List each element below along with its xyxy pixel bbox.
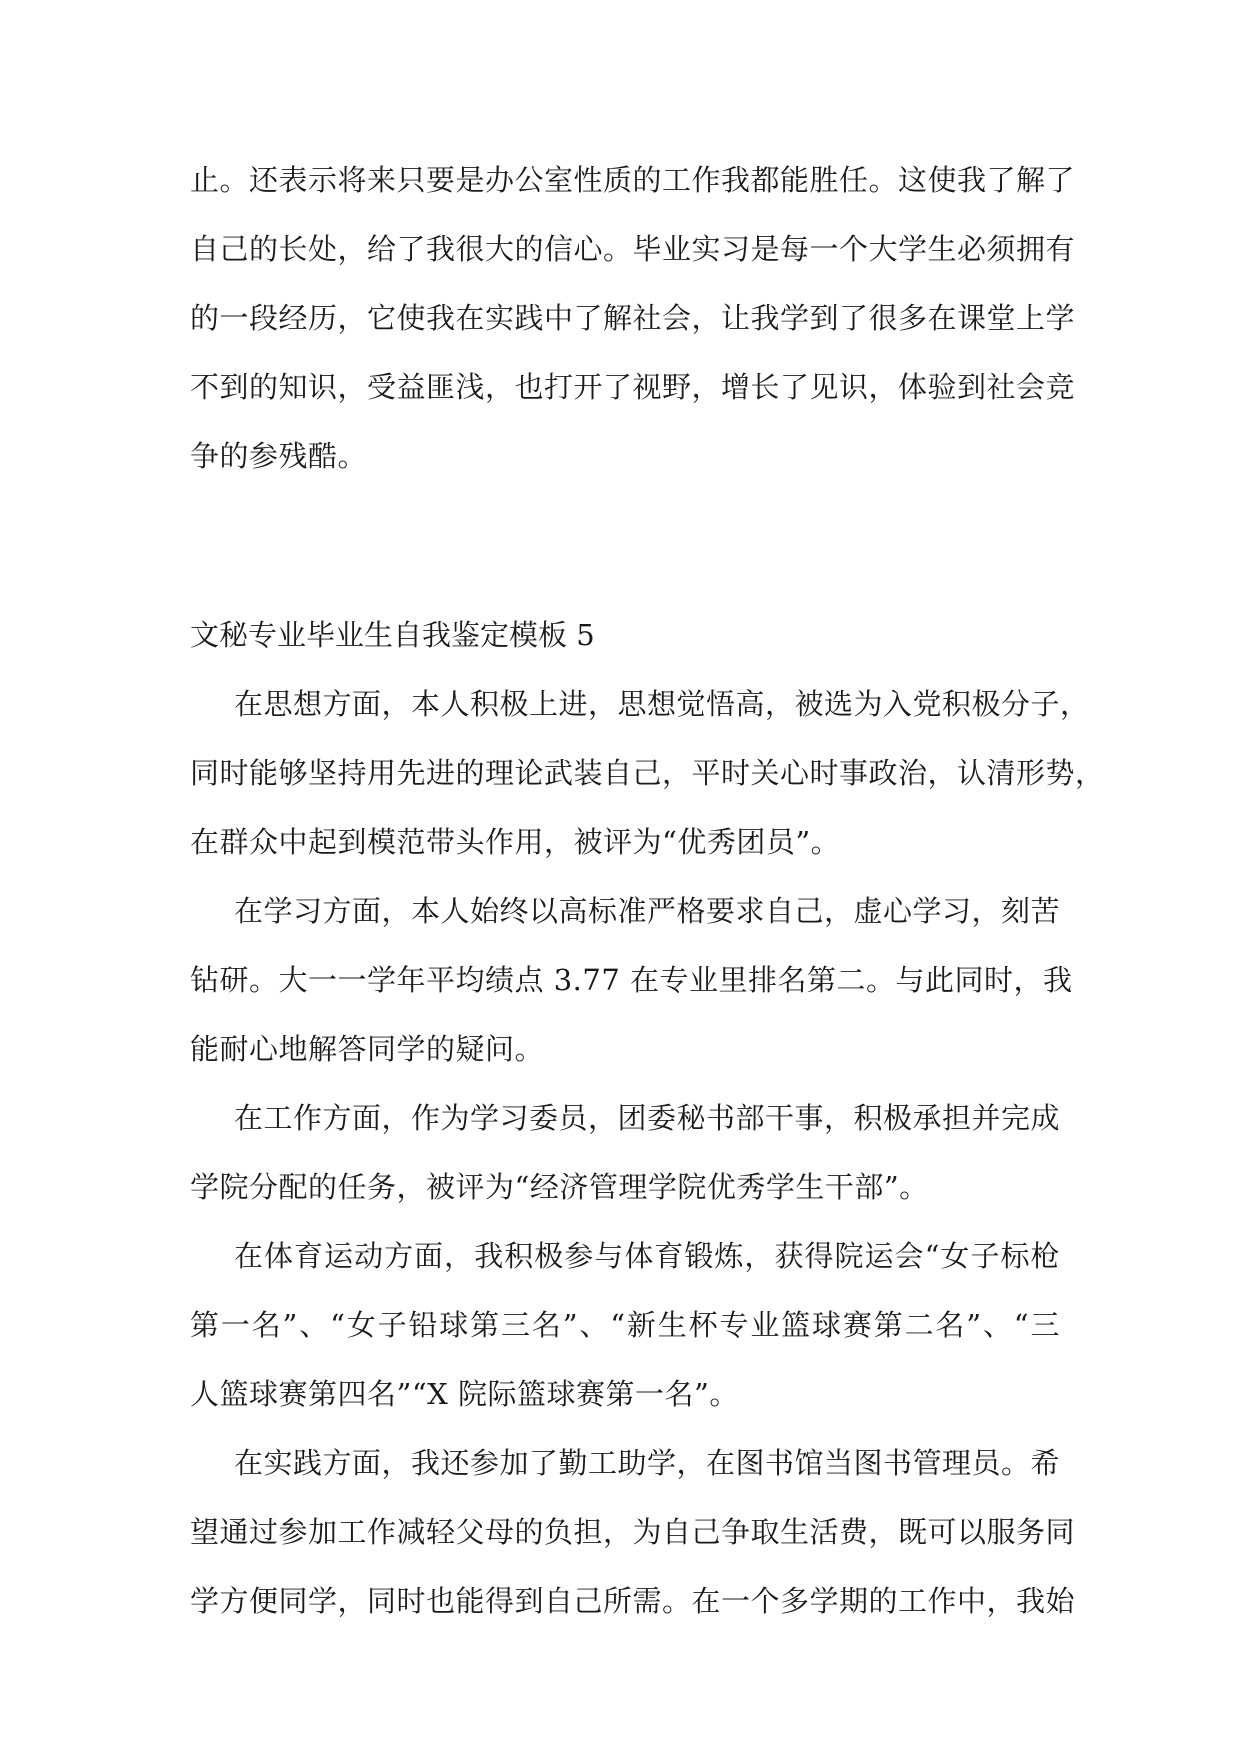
paragraph-study	[190, 877, 1073, 1084]
section-5	[190, 601, 1060, 670]
text-line: 的一段经历，它使我在实践中了解社会，让我学到了很多在课堂上学	[190, 301, 1076, 335]
text-line: 在学习方面，本人始终以高标准严格要求自己，虚心学习，刻苦	[234, 894, 1061, 928]
text-line: 在思想方面，本人积极上进，思想觉悟高，被选为入党积极分子，	[234, 687, 1090, 721]
text-line: 不到的知识，受益匪浅，也打开了视野，增长了见识，体验到社会竞	[190, 370, 1076, 404]
text-line: 钻研。大一一学年平均绩点 3.77 在专业里排名第二。与此同时，我	[190, 963, 1073, 997]
text-line: 人篮球赛第四名”“X 院际篮球赛第一名”。	[190, 1377, 739, 1411]
text-line: 在体育运动方面，我积极参与体育锻炼，获得院运会“女子标枪	[234, 1239, 1060, 1273]
text-line: 能耐心地解答同学的疑问。	[190, 1032, 545, 1066]
prev-section-text	[190, 146, 1076, 491]
text-line: 学方便同学，同时也能得到自己所需。在一个多学期的工作中，我始	[190, 1584, 1076, 1618]
paragraph-sports	[190, 1222, 1060, 1429]
text-line: 止。还表示将来只要是办公室性质的工作我都能胜任。这使我了解了	[190, 163, 1076, 197]
paragraph-work	[190, 1084, 1060, 1222]
text-line: 望通过参加工作减轻父母的负担，为自己争取生活费，既可以服务同	[190, 1515, 1076, 1549]
section-title: 文秘专业毕业生自我鉴定模板 5	[190, 618, 595, 652]
paragraph-ideology	[190, 670, 1105, 877]
text-line: 争的参残酷。	[190, 439, 368, 473]
text-line: 学院分配的任务，被评为“经济管理学院优秀学生干部”。	[190, 1170, 929, 1204]
text-line: 第一名”、“女子铅球第三名”、“新生杯专业篮球赛第二名”、“三	[190, 1308, 1060, 1342]
text-line: 同时能够坚持用先进的理论武装自己，平时关心时事政治，认清形势，	[190, 756, 1105, 790]
text-line: 在工作方面，作为学习委员，团委秘书部干事，积极承担并完成	[234, 1101, 1061, 1135]
paragraph-practice	[190, 1429, 1076, 1636]
text-line: 在实践方面，我还参加了勤工助学，在图书馆当图书管理员。希	[234, 1446, 1061, 1480]
text-line: 自己的长处，给了我很大的信心。毕业实习是每一个大学生必须拥有	[190, 232, 1076, 266]
text-line: 在群众中起到模范带头作用，被评为“优秀团员”。	[190, 825, 841, 859]
